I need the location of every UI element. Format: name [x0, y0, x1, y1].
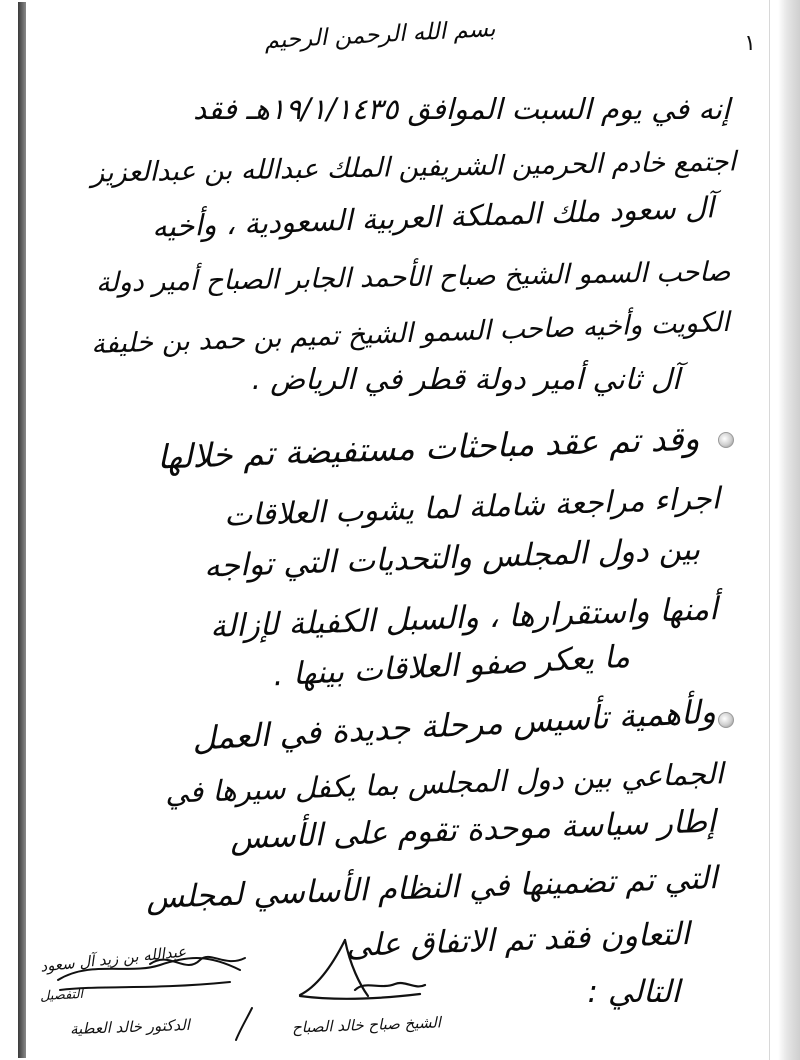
text-line-2: اجتمع خادم الحرمين الشريفين الملك عبدالله بن عبدالعزيز [90, 146, 737, 189]
signature-name-middle: التفصيل [39, 986, 84, 1005]
text-line-11: ما يعكر صفو العلاقات بينها . [272, 638, 631, 694]
scan-left-border [18, 2, 26, 1058]
signature-name-bottom-center: الشيخ صباح خالد الصباح [291, 1013, 442, 1037]
text-line-14: إطار سياسة موحدة تقوم على الأسس [229, 803, 717, 857]
punch-hole-bottom [718, 712, 734, 728]
text-line-7: وقد تم عقد مباحثات مستفيضة تم خلالها [156, 418, 701, 477]
signature-name-bottom-left: الدكتور خالد العطية [69, 1015, 191, 1039]
page-right-edge-line [769, 0, 770, 1060]
text-line-13: الجماعي بين دول المجلس بما يكفل سيرها في [164, 756, 725, 810]
text-line-15: التي تم تضمينها في النظام الأساسي لمجلس [145, 860, 719, 916]
text-line-6: آل ثاني أمير دولة قطر في الرياض . [251, 362, 680, 396]
text-line-1: إنه في يوم السبت الموافق ١٩/١/١٤٣٥هـ فقد [193, 92, 730, 126]
page-number-mark: ١ [744, 31, 756, 56]
basmala-heading: بسم الله الرحمن الرحيم [263, 15, 497, 55]
punch-hole-top [718, 432, 734, 448]
text-line-10: أمنها واستقرارها ، والسبل الكفيلة لإزالة [209, 591, 719, 645]
text-line-9: بين دول المجلس والتحديات التي تواجه [203, 531, 701, 585]
text-line-3: آل سعود ملك المملكة العربية السعودية ، وأخيه [151, 190, 715, 244]
text-line-12: ولأهمية تأسيس مرحلة جديدة في العمل [191, 692, 717, 758]
text-line-8: اجراء مراجعة شاملة لما يشوب العلاقات [223, 481, 721, 534]
signature-name-top: عبدالله بن زيد آل سعود [39, 942, 187, 976]
text-line-5: الكويت وأخيه صاحب السمو الشيخ تميم بن حمد بن خليفة [91, 306, 731, 361]
scan-right-shadow [778, 0, 800, 1060]
signature-right-mark [236, 1008, 252, 1040]
text-line-16: التعاون فقد تم الاتفاق على [345, 916, 691, 964]
text-line-17: التالي : [587, 974, 680, 1010]
text-line-4: صاحب السمو الشيخ صباح الأحمد الجابر الصباح أمير دولة [95, 256, 731, 299]
